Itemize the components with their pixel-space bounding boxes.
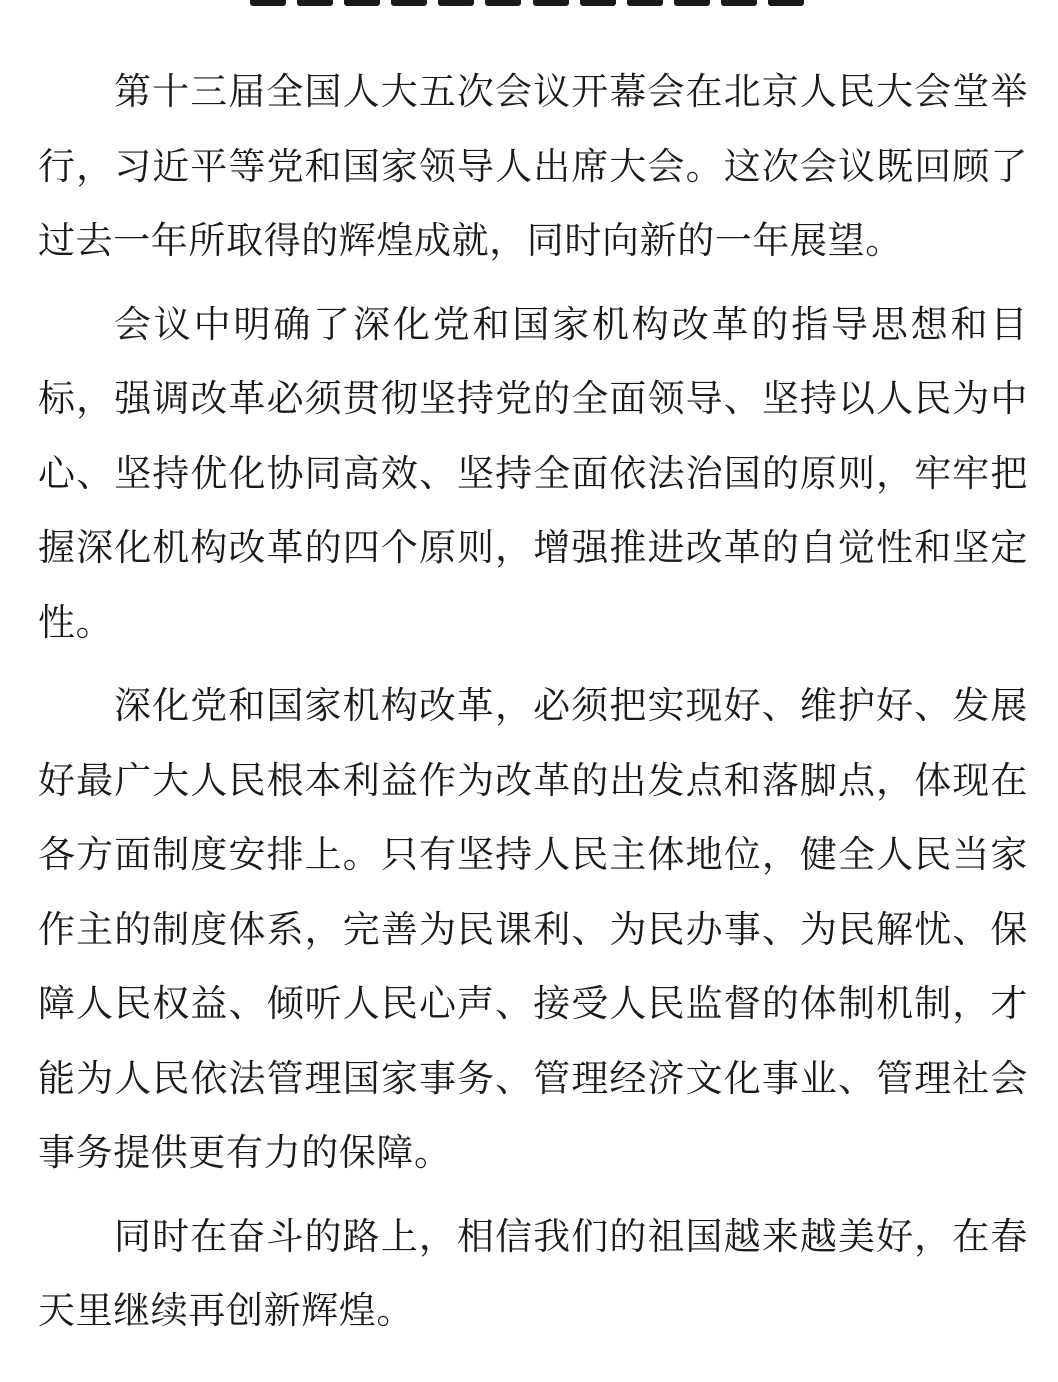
paragraph-3: 深化党和国家机构改革，必须把实现好、维护好、发展好最广大人民根本利益作为改革的出发点和落脚点，体现在各方面制度安排上。只有坚持人民主体地位，健全人民当家作主的制度体系，完善为民课利、为民办事、为民解忧、保障人民权益、倾听人民心声、接受人民监督的体制机制，才能为人民依法管理国家事务、管理经济文化事业、管理社会事务提供更有力的保障。 bbox=[38, 684, 1028, 1174]
paragraph-4: 同时在奋斗的路上，相信我们的祖国越来越美好，在春天里继续再创新辉煌。 bbox=[38, 1214, 1028, 1332]
cropped-heading-fragment bbox=[250, 0, 810, 8]
paragraph-2: 会议中明确了深化党和国家机构改革的指导思想和目标，强调改革必须贯彻坚持党的全面领导、坚持以人民为中心、坚持优化协同高效、坚持全面依法治国的原则，牢牢把握深化机构改革的四个原则，增强推进改革的自觉性和坚定性。 bbox=[38, 302, 1028, 644]
article-body bbox=[38, 55, 1028, 1358]
paragraph-1: 第十三届全国人大五次会议开幕会在北京人民大会堂举行，习近平等党和国家领导人出席大会。这次会议既回顾了过去一年所取得的辉煌成就，同时向新的一年展望。 bbox=[38, 70, 1028, 262]
